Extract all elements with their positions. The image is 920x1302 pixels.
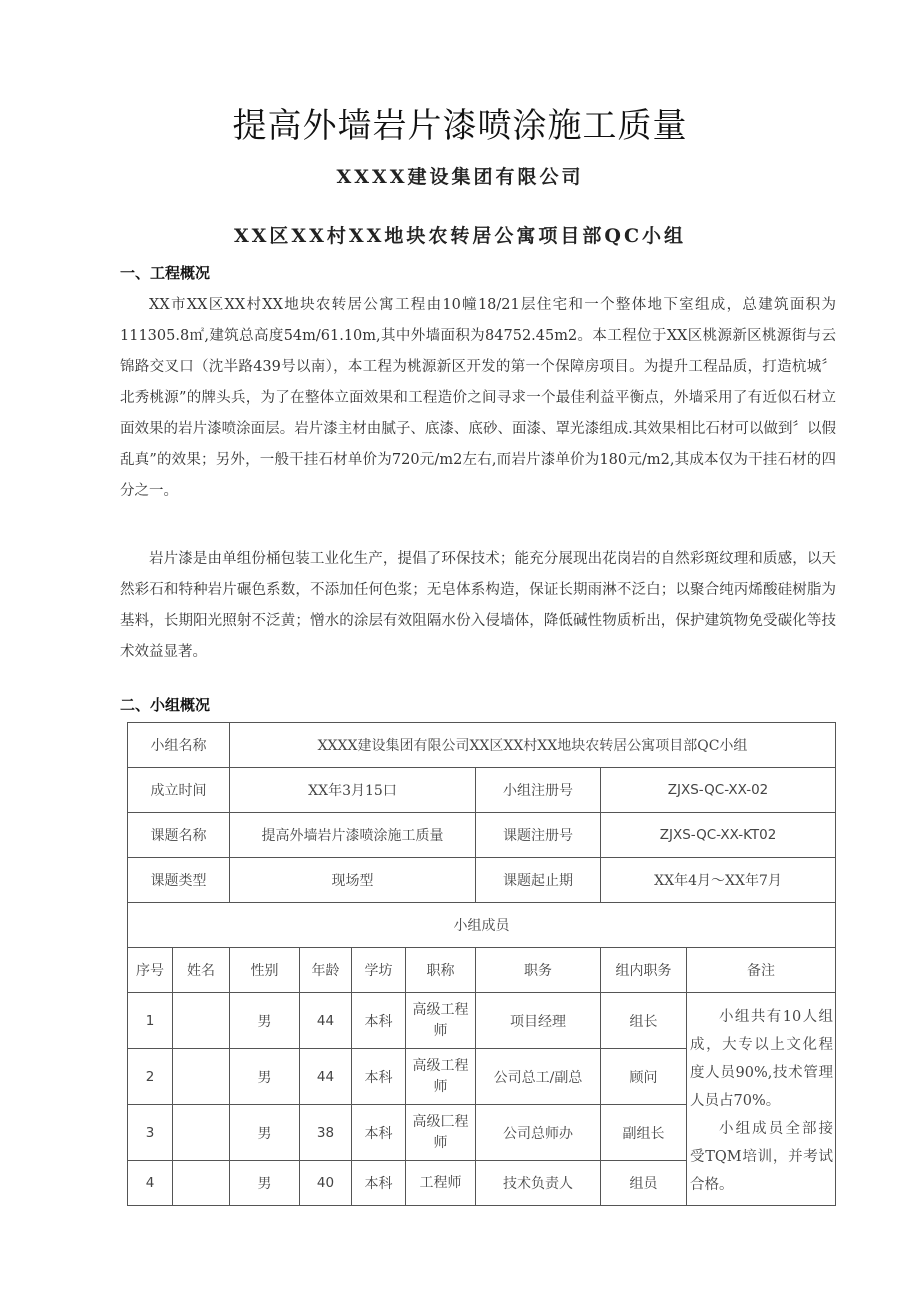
period-value: XX年4月～XX年7月 [601,858,836,903]
section1-heading: 一、工程概况 [120,264,211,282]
remark-line-2: 小组成员全部接受TQM培训，并考试合格。 [690,1121,834,1193]
member-education: 本科 [352,1161,406,1206]
table-row [128,858,836,903]
member-age: 38 [300,1105,352,1161]
group-info-table [127,722,836,1206]
member-post: 技术负责人 [476,1161,601,1206]
col-header-remark: 备注 [687,948,836,993]
table-row [128,723,836,768]
section1-paragraph-2: 岩片漆是由单组份桶包装工业化生产，提倡了环保技术；能充分展现出花岗岩的自然彩斑纹理和质感，以天然彩石和特种岩片碾色系数，不添加任何色浆；无皂体系构造，保证长期雨淋不泛白；以聚合纯丙烯酸硅树脂为基料，长期阳光照射不泛黄；憎水的涂层有效阻隔水份入侵墙体，降低碱性物质析出，保护建筑物免受碳化等技术效益显著。 [120,551,836,660]
remark-cell [687,993,836,1206]
topic-label: 课题名称 [128,813,230,858]
group-name-value: XXXX建设集团有限公司XX区XX村XX地块农转居公寓项目部QC小组 [230,723,836,768]
member-role: 副组长 [601,1105,687,1161]
col-header-post: 职务 [476,948,601,993]
member-name [173,1105,230,1161]
member-name [173,993,230,1049]
remark-line-1: 小组共有10人组成，大专以上文化程度人员90%,技术管理人员占70%。 [690,1009,834,1109]
member-name [173,1161,230,1206]
founded-label: 成立时间 [128,768,230,813]
group-reg-label: 小组注册号 [476,768,601,813]
col-header-gender: 性别 [230,948,300,993]
member-education: 本科 [352,1105,406,1161]
member-gender: 男 [230,993,300,1049]
member-post: 公司总工/副总 [476,1049,601,1105]
member-no: 3 [128,1105,173,1161]
document-title: 提高外墙岩片漆喷涂施工质量 [232,106,688,146]
member-post: 公司总师办 [476,1105,601,1161]
member-title: 高级匚程师 [406,1105,476,1161]
member-age: 40 [300,1161,352,1206]
member-age: 44 [300,993,352,1049]
member-title: 工程师 [406,1161,476,1206]
members-header: 小组成员 [128,903,836,948]
col-header-name: 姓名 [173,948,230,993]
topic-value: 提高外墙岩片漆喷涂施工质量 [230,813,476,858]
col-header-title: 职称 [406,948,476,993]
member-role: 组员 [601,1161,687,1206]
col-header-age: 年龄 [300,948,352,993]
member-name [173,1049,230,1105]
member-age: 44 [300,1049,352,1105]
group-name-label: 小组名称 [128,723,230,768]
member-gender: 男 [230,1161,300,1206]
col-header-education: 学坊 [352,948,406,993]
member-gender: 男 [230,1105,300,1161]
member-no: 4 [128,1161,173,1206]
col-header-role: 组内职务 [601,948,687,993]
member-education: 本科 [352,1049,406,1105]
section2-heading: 二、小组概况 [120,696,211,714]
table-row [128,768,836,813]
topic-reg-label: 课题注册号 [476,813,601,858]
member-title: 高级工程师 [406,993,476,1049]
section1-paragraph-1: XX市XX区XX村XX地块农转居公寓工程由10幢18/21层住宅和一个整体地下室组成，总建筑面积为111305.8㎡,建筑总高度54m/61.10m,其中外墙面积为84752.45m2。本工程位于XX区桃源新区桃源街与云锦路交叉口（沈半路439号以南），本工程为桃源新区开发的第一个保障房项目。为提升工程品质，打造杭城〞北秀桃源”的牌头兵，为了在整体立面效果和工程造价之间寻求一个最佳利益平衡点，外墙采用了有近似石材立面效果的岩片漆喷涂面层。岩片漆主材由腻子、底漆、底砂、面漆、罩光漆组成.其效果相比石材可以做到〞以假乱真”的效果；另外，一般干挂石材单价为720元/m2左右,而岩片漆单价为180元/m2,其成本仅为干挂石材的四分之一。 [120,297,836,499]
company-name: XXXX建设集团有限公司 [336,166,584,188]
period-label: 课题起止期 [476,858,601,903]
table-row [128,993,836,1049]
member-no: 1 [128,993,173,1049]
member-education: 本科 [352,993,406,1049]
table-row [128,903,836,948]
founded-value: XX年3月15口 [230,768,476,813]
member-no: 2 [128,1049,173,1105]
group-line: XX区XX村XX地块农转居公寓项目部QC小组 [233,225,687,247]
table-header-row [128,948,836,993]
group-reg-value: ZJXS-QC-XX-02 [601,768,836,813]
table-row [128,813,836,858]
type-label: 课题类型 [128,858,230,903]
member-gender: 男 [230,1049,300,1105]
member-post: 项目经理 [476,993,601,1049]
topic-reg-value: ZJXS-QC-XX-KT02 [601,813,836,858]
member-role: 顾问 [601,1049,687,1105]
type-value: 现场型 [230,858,476,903]
member-role: 组长 [601,993,687,1049]
member-title: 高级工程师 [406,1049,476,1105]
col-header-no: 序号 [128,948,173,993]
